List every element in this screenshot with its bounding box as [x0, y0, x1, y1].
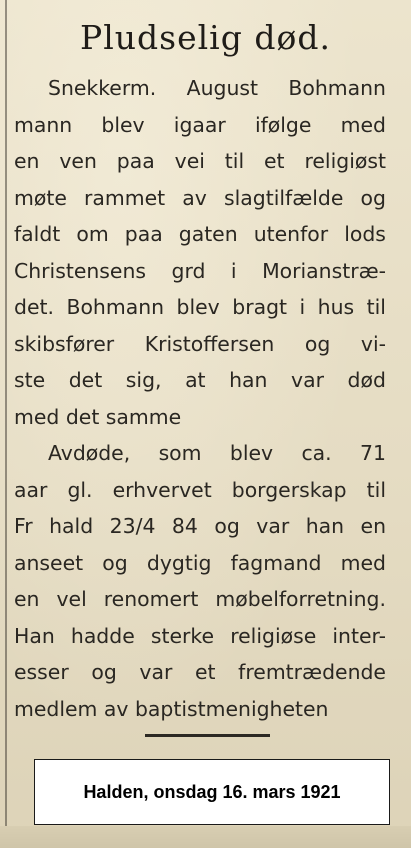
article-headline: Pludselig død. [80, 18, 331, 57]
article-line: skibsfører Kristoffersen og vi- [14, 331, 386, 356]
article-line: anseet og dygtig fagmand med [14, 550, 386, 575]
article-body [14, 70, 386, 727]
article-line: en ven paa vei til et religiøst [14, 149, 386, 173]
caption-text: Halden, onsdag 16. mars 1921 [83, 781, 341, 802]
article-line: Fr hald 23/4 84 og var han en [14, 514, 386, 538]
article-line: ste det sig, at han var død [14, 368, 386, 392]
article-line: Christensens grd i Morianstræ- [14, 258, 386, 283]
caption-box [34, 759, 390, 825]
next-article-fragment [0, 826, 411, 848]
article-line: esser og var et fremtrædende [14, 660, 386, 684]
article-line: Han hadde sterke religiøse inter- [14, 623, 386, 648]
article-line: mann blev igaar ifølge med [14, 112, 386, 137]
end-of-article-rule [145, 734, 270, 737]
article-line: aar gl. erhvervet borgerskap til [14, 477, 386, 502]
column-rule [5, 0, 7, 848]
article-line: møte rammet av slagtilfælde og [14, 185, 386, 210]
article-line: faldt om paa gaten utenfor lods [14, 222, 386, 246]
article-line: Snekkerm. August Bohmann [48, 76, 386, 100]
article-line: en vel renomert møbelforretning. [14, 587, 386, 611]
article-line: det. Bohmann blev bragt i hus til [14, 295, 386, 319]
article-line: Avdøde, som blev ca. 71 [48, 441, 386, 465]
article-line: medlem av baptistmenigheten [14, 696, 329, 721]
article-line: med det samme [14, 404, 182, 429]
